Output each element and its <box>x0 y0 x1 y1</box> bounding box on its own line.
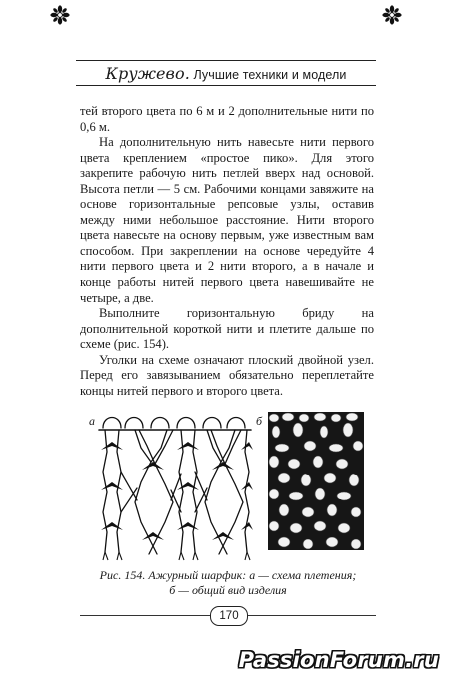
watermark-logo: PassionForum.ru <box>238 648 439 672</box>
paragraph-2: На дополнительную нить навесьте нити первого цвета креплением «простое пико». Для этого закрепите рабочую нить петлей вверх над основой. Высота петли — 5 см. Рабочими концами завяжите на основе горизонтальные репсовые узлы, оставив между ними небольшое расстояние. Нити второго цвета навесьте на основу первым, уже известным вам способом. При закреплении на основе чередуйте 4 нити первого цвета и 2 нити второго, а в начале и конце работы нитей первого цвета навешивайте не четыре, а две. <box>80 135 374 305</box>
running-header-title <box>76 64 376 83</box>
caption-line-2: б — общий вид изделия <box>169 583 287 597</box>
header-title-script: Кружево. <box>105 64 190 83</box>
figure-label-b: б <box>256 414 263 428</box>
paragraph-1: тей второго цвета по 6 м и 2 дополнительные нити по 0,6 м. <box>80 104 374 134</box>
body-text <box>80 104 374 399</box>
figure-caption <box>80 568 376 598</box>
page-number: 170 <box>210 606 248 626</box>
caption-line-1: Рис. 154. Ажурный шарфик: а — схема плетения; <box>99 568 357 582</box>
flower-ornament-icon <box>50 5 70 25</box>
footer-rule-left <box>80 615 210 616</box>
header-rule-top <box>76 60 376 61</box>
paragraph-3: Выполните горизонтальную бриду на дополнительной короткой нити и плетите дальше по схеме (рис. 154). <box>80 306 374 352</box>
footer-rule-right <box>248 615 376 616</box>
scarf-photo <box>268 412 364 550</box>
header-title-rest: Лучшие техники и модели <box>189 68 347 82</box>
header-rule-bottom <box>76 85 376 86</box>
weaving-scheme-diagram <box>95 412 255 562</box>
figure-label-a: а <box>89 414 95 428</box>
paragraph-4: Уголки на схеме означают плоский двойной узел. Перед его завязыванием обязательно переплетайте концы нитей первого и второго цвета. <box>80 352 374 398</box>
flower-ornament-icon <box>382 5 402 25</box>
running-header <box>76 58 376 88</box>
